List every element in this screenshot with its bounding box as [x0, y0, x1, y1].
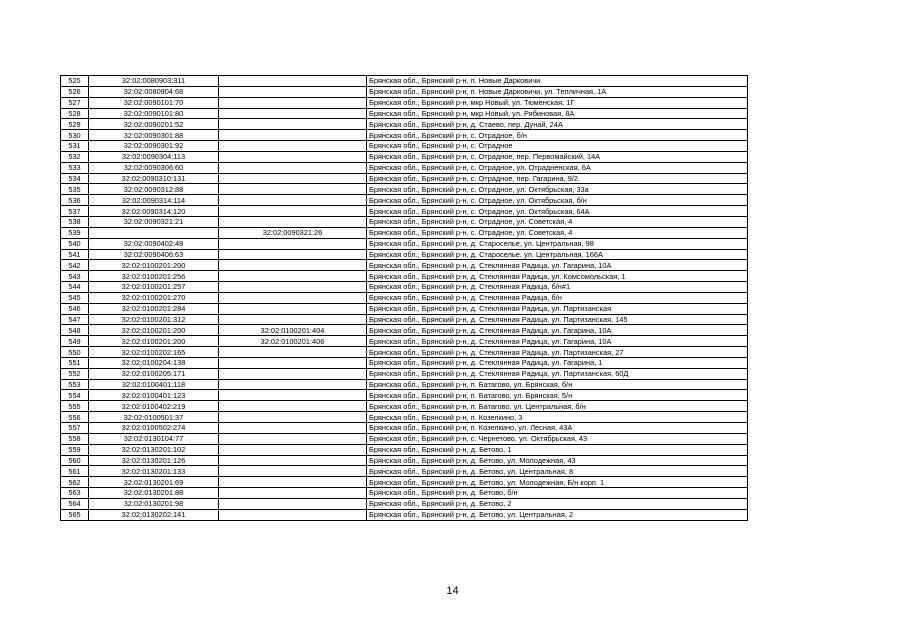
table-row — [61, 119, 748, 130]
cadastral-number-2-cell — [219, 347, 367, 358]
table-row — [61, 227, 748, 238]
registry-table-body — [61, 76, 748, 521]
table-row — [61, 238, 748, 249]
cadastral-number-2-cell — [219, 357, 367, 368]
table-row — [61, 292, 748, 303]
address-cell: Брянская обл., Брянский р-н, д. Бетово, б/н — [367, 488, 748, 499]
row-number-cell: 536 — [61, 195, 89, 206]
cadastral-number-cell: 32:02:0100201:200 — [89, 325, 219, 336]
cadastral-number-cell: 32:02:0090101:80 — [89, 108, 219, 119]
table-row — [61, 97, 748, 108]
cadastral-number-2-cell — [219, 184, 367, 195]
table-row — [61, 466, 748, 477]
cadastral-number-cell: 32:02:0090306:60 — [89, 162, 219, 173]
row-number-cell: 561 — [61, 466, 89, 477]
address-cell: Брянская обл., Брянский р-н, д. Бетово, ул. Молодежная, Б/н корп. 1 — [367, 477, 748, 488]
table-row — [61, 455, 748, 466]
cadastral-number-cell: 32:02:0130201:126 — [89, 455, 219, 466]
row-number-cell: 540 — [61, 238, 89, 249]
address-cell: Брянская обл., Брянский р-н, д. Староселье, ул. Центральная, 98 — [367, 238, 748, 249]
cadastral-number-2-cell — [219, 271, 367, 282]
cadastral-number-2-cell — [219, 379, 367, 390]
cadastral-number-2-cell — [219, 455, 367, 466]
table-row — [61, 357, 748, 368]
row-number-cell: 528 — [61, 108, 89, 119]
cadastral-number-cell: 32:02:0130201:133 — [89, 466, 219, 477]
cadastral-number-2-cell — [219, 206, 367, 217]
address-cell: Брянская обл., Брянский р-н, д. Стеклянная Радица, ул. Партизанская, 145 — [367, 314, 748, 325]
cadastral-number-2-cell: 32:02:0100201:406 — [219, 336, 367, 347]
address-cell: Брянская обл., Брянский р-н, п. Новые Дарковичи — [367, 76, 748, 87]
cadastral-number-cell: 32:02:0130201:69 — [89, 477, 219, 488]
row-number-cell: 553 — [61, 379, 89, 390]
row-number-cell: 542 — [61, 260, 89, 271]
address-cell: Брянская обл., Брянский р-н, д. Стеклянная Радица, б/н#1 — [367, 282, 748, 293]
cadastral-number-cell: 32:02:0130104:77 — [89, 433, 219, 444]
cadastral-number-2-cell — [219, 282, 367, 293]
row-number-cell: 557 — [61, 423, 89, 434]
row-number-cell: 546 — [61, 303, 89, 314]
cadastral-number-cell: 32:02:0080904:68 — [89, 86, 219, 97]
table-row — [61, 325, 748, 336]
address-cell: Брянская обл., Брянский р-н, с. Отрадное, ул. Октябрьская, 64А — [367, 206, 748, 217]
row-number-cell: 538 — [61, 216, 89, 227]
row-number-cell: 556 — [61, 412, 89, 423]
cadastral-number-cell: 32:02:0130202:141 — [89, 509, 219, 520]
address-cell: Брянская обл., Брянский р-н, д. Стеклянная Радица, ул. Гагарина, 10А — [367, 325, 748, 336]
address-cell: Брянская обл., Брянский р-н, д. Бетово, 1 — [367, 444, 748, 455]
address-cell: Брянская обл., Брянский р-н, д. Бетово, ул. Молодежная, 43 — [367, 455, 748, 466]
address-cell: Брянская обл., Брянский р-н, с. Отрадное, ул. Советская, 4 — [367, 216, 748, 227]
table-row — [61, 433, 748, 444]
table-row — [61, 195, 748, 206]
row-number-cell: 526 — [61, 86, 89, 97]
cadastral-number-cell: 32:02:0100202:165 — [89, 347, 219, 358]
row-number-cell: 543 — [61, 271, 89, 282]
cadastral-number-cell: 32:02:0100201:312 — [89, 314, 219, 325]
row-number-cell: 534 — [61, 173, 89, 184]
row-number-cell: 531 — [61, 141, 89, 152]
address-cell: Брянская обл., Брянский р-н, д. Бетово, ул. Центральная, 8 — [367, 466, 748, 477]
table-row — [61, 249, 748, 260]
table-row — [61, 336, 748, 347]
address-cell: Брянская обл., Брянский р-н, с. Отрадное, ул. Октябрьская, 33а — [367, 184, 748, 195]
cadastral-number-2-cell — [219, 108, 367, 119]
row-number-cell: 551 — [61, 357, 89, 368]
cadastral-number-cell: 32:02:0090314:114 — [89, 195, 219, 206]
cadastral-number-2-cell — [219, 216, 367, 227]
table-row — [61, 130, 748, 141]
row-number-cell: 527 — [61, 97, 89, 108]
cadastral-number-cell: 32:02:0100201:257 — [89, 282, 219, 293]
address-cell: Брянская обл., Брянский р-н, д. Стеклянная Радица, ул. Партизанская, 60Д — [367, 368, 748, 379]
address-cell: Брянская обл., Брянский р-н, с. Отрадное, ул. Отрадненская, 6А — [367, 162, 748, 173]
table-row — [61, 108, 748, 119]
row-number-cell: 548 — [61, 325, 89, 336]
cadastral-number-cell: 32:02:0090312:88 — [89, 184, 219, 195]
table-row — [61, 151, 748, 162]
row-number-cell: 530 — [61, 130, 89, 141]
address-cell: Брянская обл., Брянский р-н, д. Стеклянная Радица, ул. Комсомольская, 1 — [367, 271, 748, 282]
address-cell: Брянская обл., Брянский р-н, д. Бетово, 2 — [367, 498, 748, 509]
row-number-cell: 555 — [61, 401, 89, 412]
cadastral-number-2-cell — [219, 249, 367, 260]
cadastral-number-cell: 32:02:0080903:311 — [89, 76, 219, 87]
row-number-cell: 549 — [61, 336, 89, 347]
cadastral-number-cell: 32:02:0100201:200 — [89, 336, 219, 347]
address-cell: Брянская обл., Брянский р-н, д. Бетово, ул. Центральная, 2 — [367, 509, 748, 520]
cadastral-number-2-cell — [219, 488, 367, 499]
cadastral-number-cell: 32:02:0090304:113 — [89, 151, 219, 162]
address-cell: Брянская обл., Брянский р-н, с. Отрадное, ул. Октябрьская, б/н — [367, 195, 748, 206]
cadastral-number-2-cell — [219, 390, 367, 401]
cadastral-number-cell: 32:02:0090321:21 — [89, 216, 219, 227]
cadastral-number-2-cell — [219, 433, 367, 444]
table-row — [61, 271, 748, 282]
cadastral-number-cell: 32:02:0090201:52 — [89, 119, 219, 130]
cadastral-number-cell: 32:02:0090301:92 — [89, 141, 219, 152]
table-row — [61, 282, 748, 293]
cadastral-number-cell: 32:02:0100501:37 — [89, 412, 219, 423]
address-cell: Брянская обл., Брянский р-н, с. Отрадное — [367, 141, 748, 152]
cadastral-number-2-cell — [219, 141, 367, 152]
address-cell: Брянская обл., Брянский р-н, д. Стеклянная Радица, ул. Партизанская — [367, 303, 748, 314]
table-row — [61, 509, 748, 520]
table-row — [61, 173, 748, 184]
row-number-cell: 563 — [61, 488, 89, 499]
row-number-cell: 529 — [61, 119, 89, 130]
cadastral-number-2-cell — [219, 412, 367, 423]
row-number-cell: 535 — [61, 184, 89, 195]
cadastral-number-cell: 32:02:0100204:138 — [89, 357, 219, 368]
cadastral-number-2-cell — [219, 314, 367, 325]
address-cell: Брянская обл., Брянский р-н, с. Отрадное, пер. Гагарина, 9/2 — [367, 173, 748, 184]
address-cell: Брянская обл., Брянский р-н, д. Стаево, пер. Дунай, 24А — [367, 119, 748, 130]
row-number-cell: 532 — [61, 151, 89, 162]
cadastral-number-2-cell: 32:02:0100201:404 — [219, 325, 367, 336]
row-number-cell: 564 — [61, 498, 89, 509]
cadastral-number-2-cell — [219, 151, 367, 162]
table-row — [61, 260, 748, 271]
table-row — [61, 303, 748, 314]
cadastral-number-2-cell — [219, 162, 367, 173]
cadastral-number-cell: 32:02:0130201:102 — [89, 444, 219, 455]
cadastral-number-2-cell — [219, 195, 367, 206]
cadastral-number-cell: 32:02:0090101:70 — [89, 97, 219, 108]
address-cell: Брянская обл., Брянский р-н, д. Стеклянная Радица, ул. Гагарина, 10А — [367, 336, 748, 347]
row-number-cell: 550 — [61, 347, 89, 358]
cadastral-number-2-cell — [219, 119, 367, 130]
row-number-cell: 559 — [61, 444, 89, 455]
table-row — [61, 347, 748, 358]
row-number-cell: 552 — [61, 368, 89, 379]
table-row — [61, 141, 748, 152]
cadastral-number-2-cell — [219, 466, 367, 477]
address-cell: Брянская обл., Брянский р-н, д. Стеклянная Радица, б/н — [367, 292, 748, 303]
cadastral-number-cell: 32:02:0090314:120 — [89, 206, 219, 217]
address-cell: Брянская обл., Брянский р-н, п. Батагово, ул. Брянская, 5/н — [367, 390, 748, 401]
cadastral-number-cell: 32:02:0100201:270 — [89, 292, 219, 303]
cadastral-number-cell: 32:02:0090310:131 — [89, 173, 219, 184]
table-row — [61, 216, 748, 227]
table-row — [61, 444, 748, 455]
row-number-cell: 560 — [61, 455, 89, 466]
cadastral-number-2-cell — [219, 303, 367, 314]
cadastral-number-2-cell — [219, 238, 367, 249]
cadastral-number-cell: 32:02:0100401:118 — [89, 379, 219, 390]
cadastral-number-2-cell — [219, 260, 367, 271]
table-row — [61, 412, 748, 423]
row-number-cell: 558 — [61, 433, 89, 444]
address-cell: Брянская обл., Брянский р-н, п. Батагово, ул. Брянская, б/н — [367, 379, 748, 390]
cadastral-number-2-cell — [219, 477, 367, 488]
cadastral-number-cell: 32:02:0100205:171 — [89, 368, 219, 379]
cadastral-number-cell: 32:02:0100502:274 — [89, 423, 219, 434]
cadastral-number-2-cell — [219, 368, 367, 379]
cadastral-number-cell: 32:02:0100201:256 — [89, 271, 219, 282]
row-number-cell: 545 — [61, 292, 89, 303]
table-row — [61, 498, 748, 509]
cadastral-number-2-cell — [219, 444, 367, 455]
cadastral-number-cell: 32:02:0090406:63 — [89, 249, 219, 260]
cadastral-number-cell: 32:02:0090402:48 — [89, 238, 219, 249]
cadastral-number-2-cell — [219, 498, 367, 509]
address-cell: Брянская обл., Брянский р-н, д. Стеклянная Радица, ул. Гагарина, 10А — [367, 260, 748, 271]
table-row — [61, 86, 748, 97]
row-number-cell: 544 — [61, 282, 89, 293]
table-row — [61, 379, 748, 390]
cadastral-number-cell: 32:02:0100402:219 — [89, 401, 219, 412]
table-row — [61, 488, 748, 499]
table-row — [61, 314, 748, 325]
row-number-cell: 565 — [61, 509, 89, 520]
address-cell: Брянская обл., Брянский р-н, с. Отрадное, ул. Советская, 4 — [367, 227, 748, 238]
table-row — [61, 401, 748, 412]
address-cell: Брянская обл., Брянский р-н, п. Новые Дарковичи, ул. Тепличная, 1А — [367, 86, 748, 97]
cadastral-number-2-cell — [219, 86, 367, 97]
cadastral-number-2-cell — [219, 130, 367, 141]
row-number-cell: 533 — [61, 162, 89, 173]
cadastral-number-2-cell — [219, 173, 367, 184]
cadastral-number-cell: 32:02:0100201:284 — [89, 303, 219, 314]
table-row — [61, 162, 748, 173]
table-row — [61, 368, 748, 379]
table-row — [61, 477, 748, 488]
table-row — [61, 390, 748, 401]
cadastral-number-2-cell — [219, 76, 367, 87]
address-cell: Брянская обл., Брянский р-н, с. Отрадное, б/н — [367, 130, 748, 141]
address-cell: Брянская обл., Брянский р-н, д. Староселье, ул. Центральная, 166А — [367, 249, 748, 260]
page-number: 14 — [446, 585, 459, 597]
cadastral-number-cell: 32:02:0130201:98 — [89, 498, 219, 509]
table-row — [61, 423, 748, 434]
cadastral-number-2-cell — [219, 97, 367, 108]
row-number-cell: 554 — [61, 390, 89, 401]
cadastral-number-2-cell: 32:02:0090321:26 — [219, 227, 367, 238]
table-row — [61, 206, 748, 217]
address-cell: Брянская обл., Брянский р-н, с. Отрадное, пер. Первомайский, 14А — [367, 151, 748, 162]
cadastral-number-cell: 32:02:0100201:200 — [89, 260, 219, 271]
cadastral-number-2-cell — [219, 401, 367, 412]
cadastral-number-cell: 32:02:0100401:123 — [89, 390, 219, 401]
table-row — [61, 76, 748, 87]
cadastral-number-2-cell — [219, 423, 367, 434]
cadastral-number-cell: 32:02:0090301:88 — [89, 130, 219, 141]
cadastral-number-cell — [89, 227, 219, 238]
address-cell: Брянская обл., Брянский р-н, п. Батагово, ул. Центральная, б/н — [367, 401, 748, 412]
row-number-cell: 547 — [61, 314, 89, 325]
row-number-cell: 525 — [61, 76, 89, 87]
cadastral-number-cell: 32:02:0130201:88 — [89, 488, 219, 499]
address-cell: Брянская обл., Брянский р-н, п. Козелкино, 3 — [367, 412, 748, 423]
address-cell: Брянская обл., Брянский р-н, мкр Новый, ул. Тюменская, 1Г — [367, 97, 748, 108]
cadastral-number-2-cell — [219, 509, 367, 520]
row-number-cell: 541 — [61, 249, 89, 260]
address-cell: Брянская обл., Брянский р-н, д. Стеклянная Радица, ул. Гагарина, 1 — [367, 357, 748, 368]
cadastral-number-2-cell — [219, 292, 367, 303]
table-row — [61, 184, 748, 195]
address-cell: Брянская обл., Брянский р-н, п. Козелкино, ул. Лесная, 43А — [367, 423, 748, 434]
address-cell: Брянская обл., Брянский р-н, мкр Новый, ул. Рябиновая, 8А — [367, 108, 748, 119]
address-cell: Брянская обл., Брянский р-н, д. Стеклянная Радица, ул. Партизанская, 27 — [367, 347, 748, 358]
row-number-cell: 539 — [61, 227, 89, 238]
row-number-cell: 537 — [61, 206, 89, 217]
registry-table — [60, 75, 748, 521]
row-number-cell: 562 — [61, 477, 89, 488]
address-cell: Брянская обл., Брянский р-н, с. Чернетово, ул. Октябрьская, 43 — [367, 433, 748, 444]
